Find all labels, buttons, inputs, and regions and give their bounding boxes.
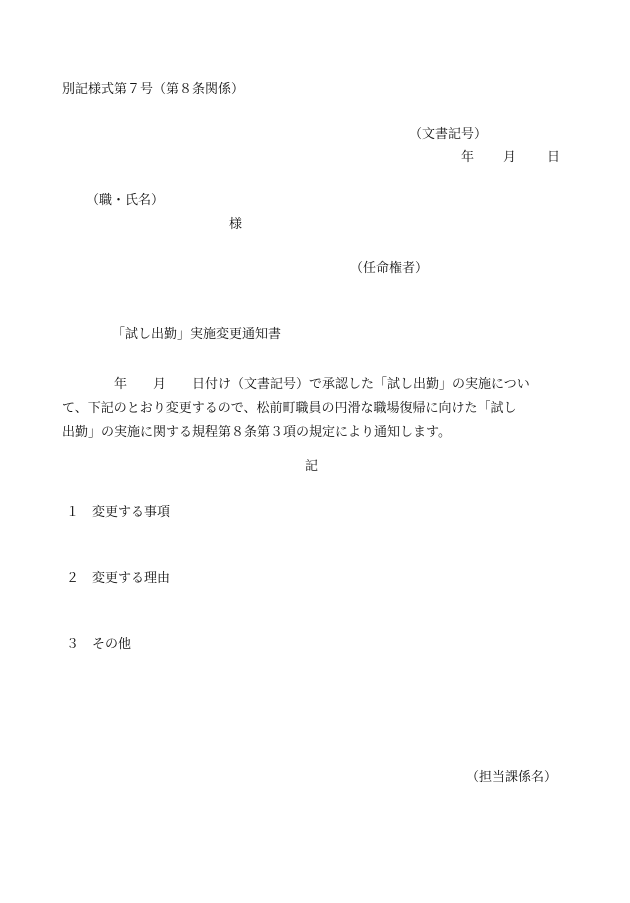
ki-heading: 記: [305, 459, 319, 474]
item-label: その他: [92, 637, 132, 652]
item-number: ２: [66, 571, 80, 586]
honorific: 様: [229, 217, 243, 232]
date-month: 月: [503, 150, 517, 165]
contact-section: （担当課係名）: [466, 770, 558, 785]
date-day: 日: [547, 150, 561, 165]
date-year: 年: [461, 150, 475, 165]
list-item: [66, 572, 170, 585]
list-item: [66, 506, 170, 519]
form-label: 別記様式第７号（第８条関係）: [62, 82, 245, 97]
issuer-name: （任命権者）: [350, 261, 429, 276]
item-number: １: [66, 505, 80, 520]
item-label: 変更する事項: [92, 505, 171, 520]
body-paragraph: 年 月 日付け（文書記号）で承認した「試し出勤」の実施につい て、下記のとおり変更するので、松前町職員の円滑な職場復帰に向けた「試し 出勤」の実施に関する規程第８条第３項の規定により通知します。: [62, 377, 530, 440]
list-item: [66, 638, 131, 651]
document-title: 「試し出勤」実施変更通知書: [112, 327, 282, 342]
item-number: ３: [66, 637, 80, 652]
document-number: （文書記号）: [409, 127, 488, 142]
item-label: 変更する理由: [92, 571, 171, 586]
recipient-name: （職・氏名）: [86, 193, 165, 208]
